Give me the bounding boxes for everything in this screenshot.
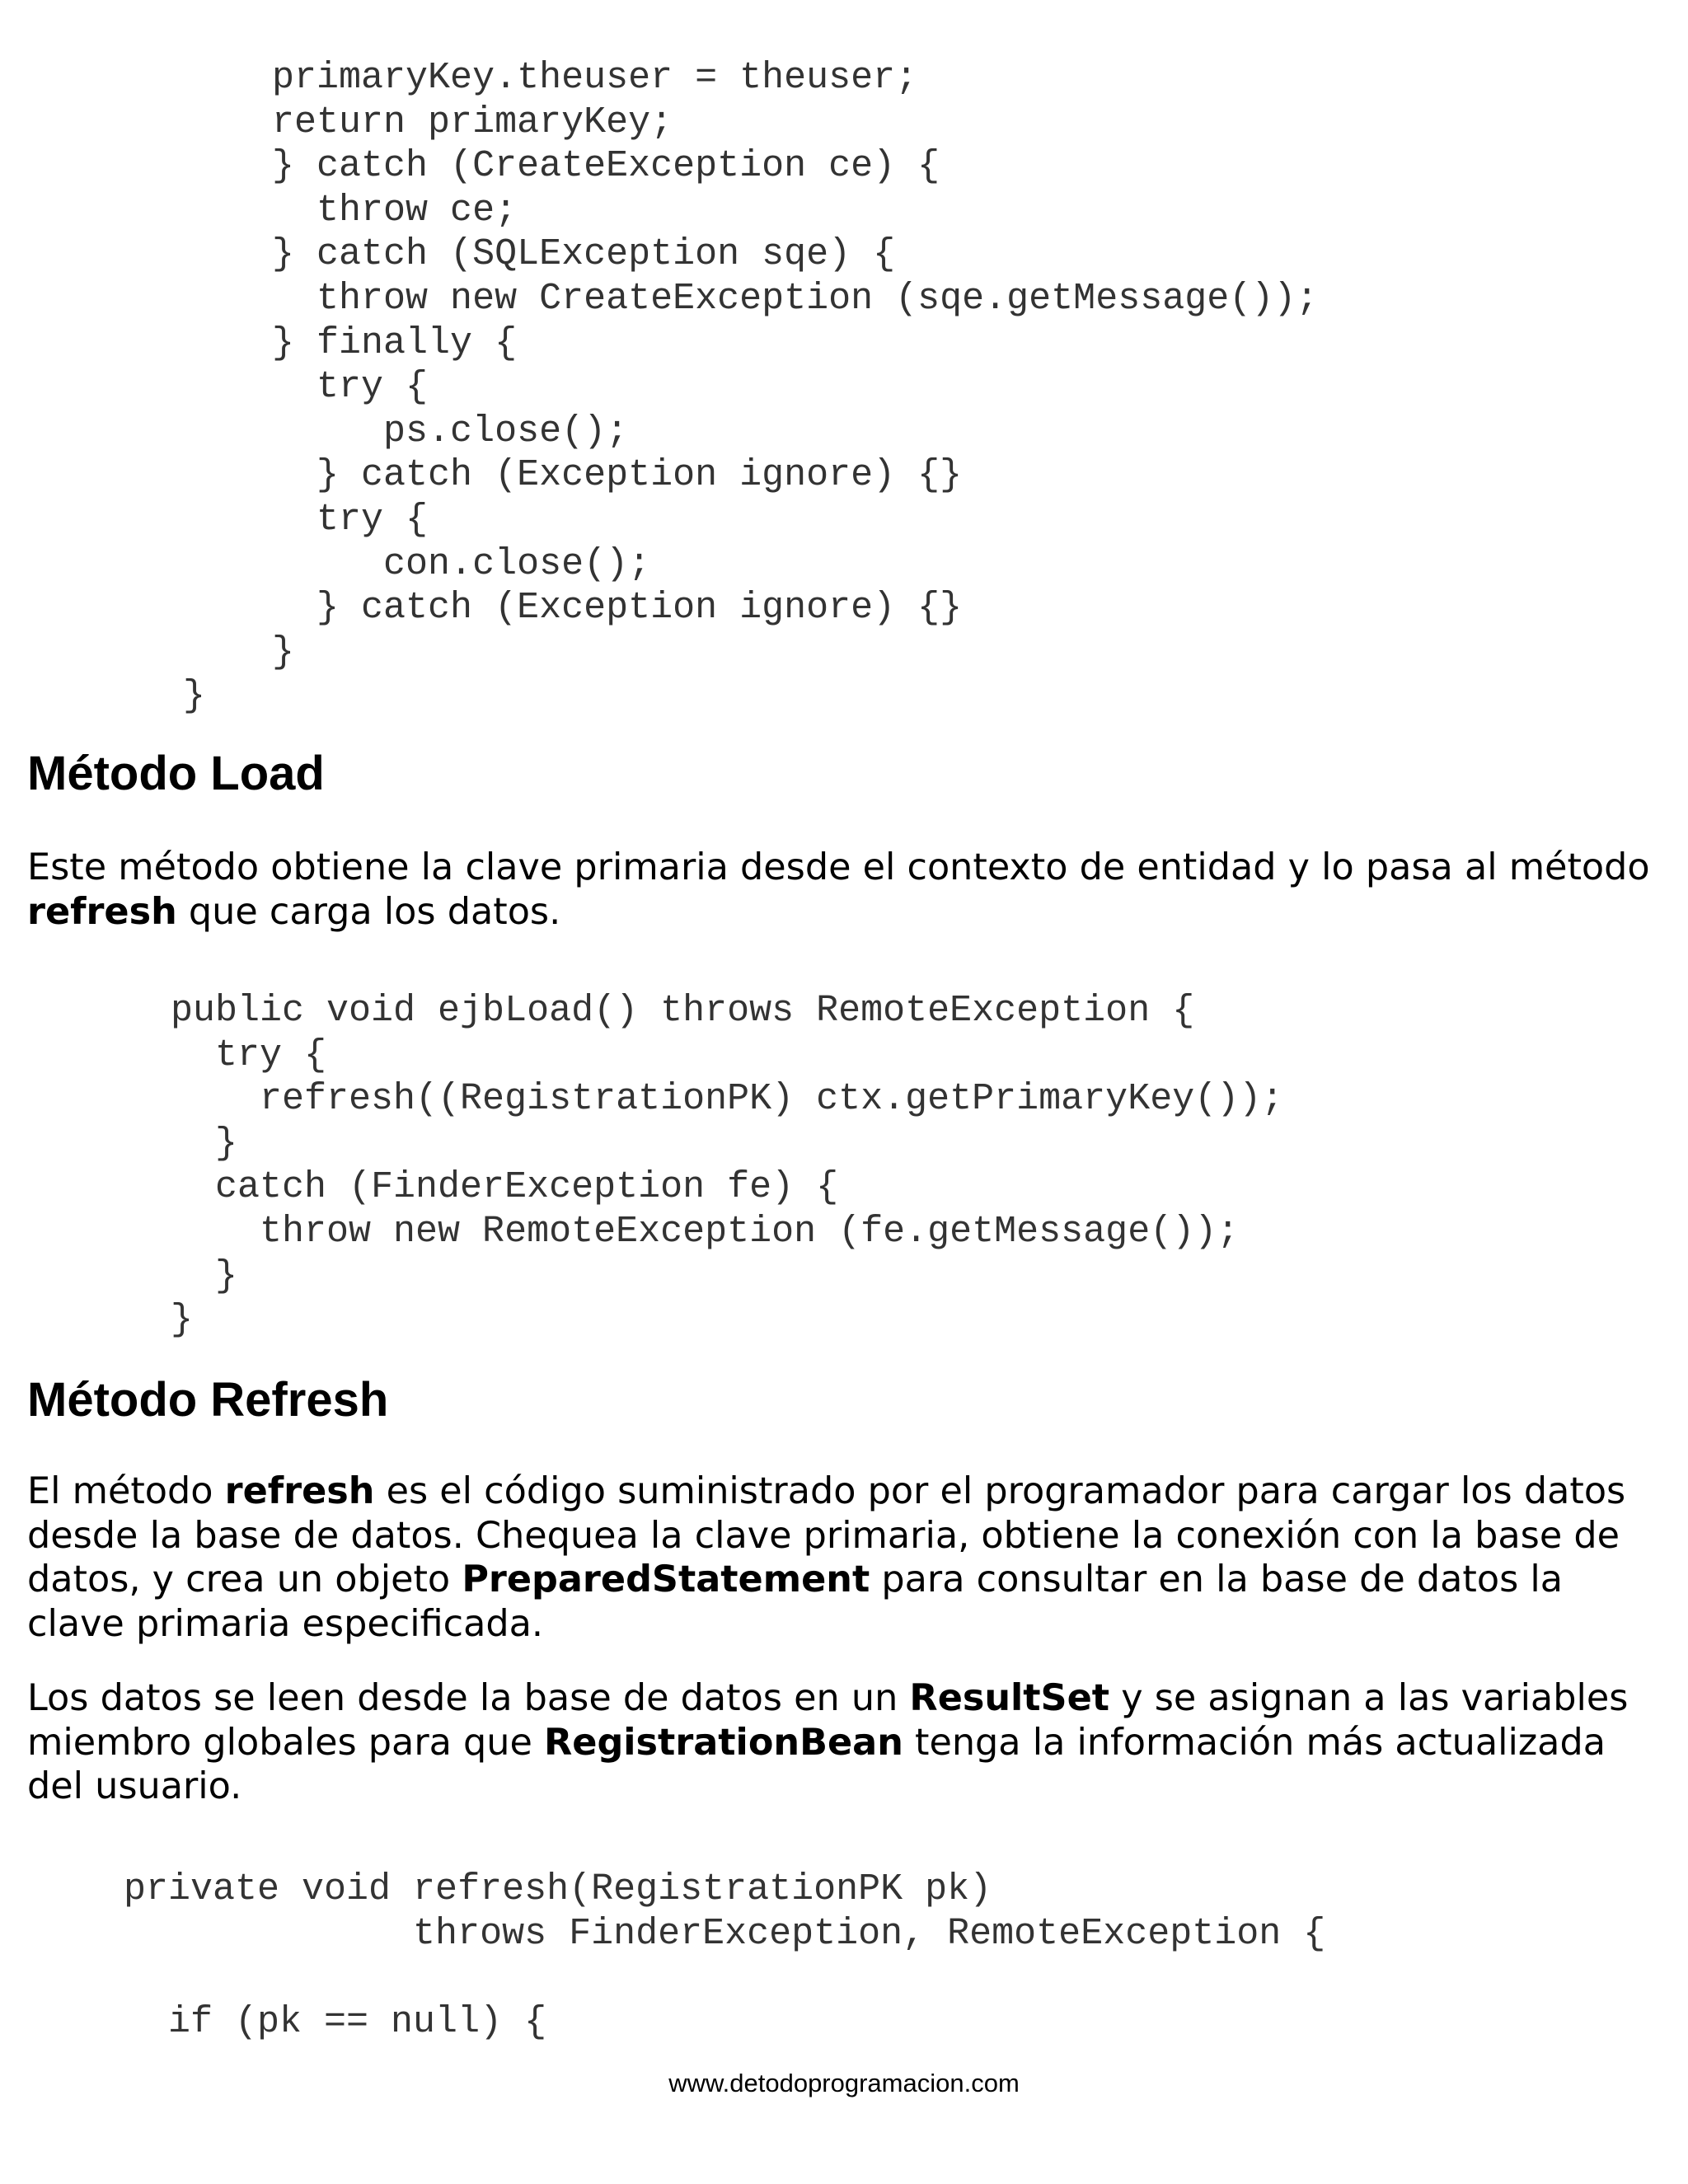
footer-url: www.detodoprogramacion.com bbox=[668, 2069, 1020, 2097]
text-run: y se asignan a las variables miembro globales para que bbox=[27, 1677, 1629, 1764]
bold-term-refresh: refresh bbox=[27, 890, 177, 933]
text-run: El método bbox=[27, 1470, 225, 1512]
text-run: es el código suministrado por el programador para cargar los datos desde la base de datos. Chequea la clave primaria, obtiene la conexión con la base de datos, y crea un objeto bbox=[27, 1470, 1626, 1601]
text-run: que carga los datos. bbox=[176, 890, 561, 933]
code-block-refresh-method: private void refresh(RegistrationPK pk) throws FinderException, RemoteException { if (pk == null) { bbox=[124, 1868, 1326, 2043]
text-run: para consultar en la base de datos la clave primaria especificada. bbox=[27, 1558, 1564, 1645]
paragraph-refresh-description bbox=[27, 1469, 1667, 1646]
paragraph-resultset-description bbox=[27, 1676, 1667, 1809]
heading-metodo-load: Método Load bbox=[27, 747, 325, 800]
bold-term-registrationbean: RegistrationBean bbox=[544, 1721, 903, 1764]
code-block-ejbload: public void ejbLoad() throws RemoteException { try { refresh((RegistrationPK) ctx.getPrimaryKey()); } catch (FinderException fe) { throw new RemoteException (fe.getMessage()); } } bbox=[171, 990, 1284, 1342]
text-run: Este método obtiene la clave primaria desde el contexto de entidad y lo pasa al método bbox=[27, 846, 1650, 888]
paragraph-load-description bbox=[27, 846, 1667, 934]
bold-term-preparedstatement: PreparedStatement bbox=[462, 1558, 870, 1601]
text-run: tenga la información más actualizada del usuario. bbox=[27, 1721, 1606, 1807]
heading-metodo-refresh: Método Refresh bbox=[27, 1373, 389, 1427]
code-block-create-continuation: primaryKey.theuser = theuser; return primaryKey; } catch (CreateException ce) { throw ce; } catch (SQLException sqe) { throw new CreateException (sqe.getMessage()); } finally { try { ps.close(); } catch (Exception ignore) {} try { con.close(); } catch (Exception ignore) {} } } bbox=[183, 57, 1319, 718]
bold-term-resultset: ResultSet bbox=[909, 1677, 1110, 1719]
text-run: Los datos se leen desde la base de datos en un bbox=[27, 1677, 910, 1719]
bold-term-refresh: refresh bbox=[224, 1470, 375, 1512]
